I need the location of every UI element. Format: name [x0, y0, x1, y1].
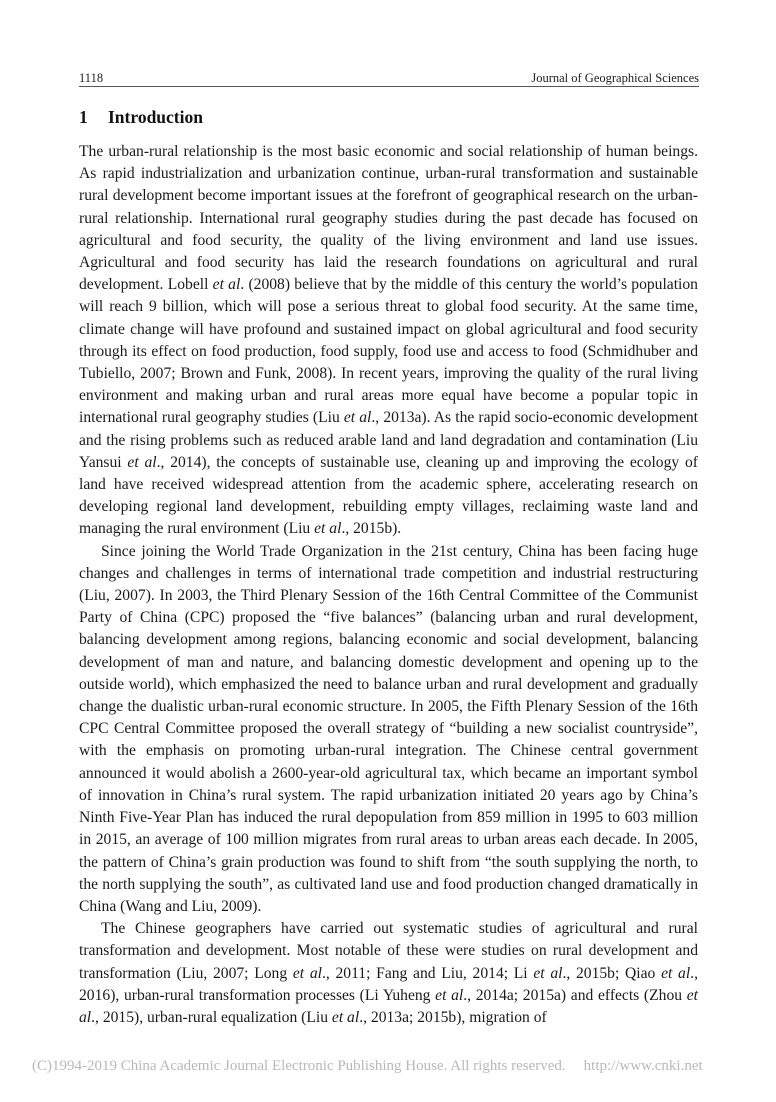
- journal-name: Journal of Geographical Sciences: [531, 71, 699, 85]
- section-title: Introduction: [108, 107, 203, 127]
- body-text: [79, 141, 698, 1029]
- copyright-footer: [32, 1058, 703, 1075]
- italic-citation: et al: [212, 276, 241, 294]
- section-heading: [79, 107, 203, 128]
- paragraph-1: [79, 141, 698, 541]
- text-run: ., 2015b; Qiao: [562, 964, 662, 982]
- header-rule: [79, 86, 699, 87]
- italic-citation: et al: [331, 1008, 360, 1026]
- text-run: Since joining the World Trade Organization in the 21st century, China has been facing huge changes and challenges in terms of international trade competition and industrial restructuring (Liu, 2007). In 2003, the Third Plenary Session of the 16th Central Committee of the Communist Party of China (CPC) proposed the “five balances” (balancing urban and rural development, balancing development among regions, balancing economic and social development, balancing development of man and nature, and balancing domestic development and opening up to the outside world), which emphasized the need to balance urban and rural development and gradually change the dualistic urban-rural economic structure. In 2005, the Fifth Plenary Session of the 16th CPC Central Committee proposed the overall strategy of “building a new socialist countryside”, with the emphasis on promoting urban-rural integration. The Chinese central government announced it would abolish a 2600-year-old agricultural tax, which became an important symbol of innovation in China’s rural system. The rapid urbanization initiated 20 years ago by China’s Ninth Five-Year Plan has induced the rural depopulation from 859 million in 1995 to 603 million in 2015, an average of 100 million migrates from rural areas to urban areas each decade. In 2005, the pattern of China’s grain production was found to shift from “the south supplying the north, to the north supplying the south”, as cultivated land use and food production changed dramatically in China (Wang and Liu, 2009).: [79, 542, 698, 915]
- paragraph-3: [79, 918, 698, 1029]
- text-run: The Chinese geographers have carried out systematic studies of agricultural and rural transformation and development. Most notable of these were studies on rural development and transformation (Liu, 2007; Long: [79, 920, 698, 982]
- copyright-text: (C)1994-2019 China Academic Journal Electronic Publishing House. All rights reserved.: [32, 1058, 566, 1074]
- text-run: ., 2011; Fang and Liu, 2014; Li: [321, 964, 534, 982]
- text-run: ., 2013a; 2015b), migration of: [359, 1008, 547, 1026]
- paragraph-2: [79, 541, 698, 918]
- text-run: The urban-rural relationship is the most basic economic and social relationship of human beings. As rapid industrialization and urbanization continue, urban-rural transformation and sustainable rural development become important issues at the forefront of geographical research on the urban-rural relationship. International rural geography studies during the past decade has focused on agricultural and food security, the quality of the living environment and land use issues. Agricultural and food security has laid the research foundations on agricultural and rural development. Lobell: [79, 143, 698, 294]
- italic-citation: et al: [343, 409, 372, 427]
- italic-citation: et al: [127, 453, 157, 471]
- italic-citation: et al: [661, 964, 691, 982]
- text-run: ., 2014a; 2015a) and effects (Zhou: [463, 986, 687, 1004]
- running-head: [79, 66, 699, 86]
- italic-citation: et al: [292, 964, 322, 982]
- text-run: ., 2014), the concepts of sustainable use, cleaning up and improving the ecology of land have received widespread attention from the academic sphere, accelerating research on developing regional land development, rebuilding empty villages, reclaiming waste land and managing the rural environment (Liu: [79, 453, 698, 538]
- page-number: 1118: [79, 71, 104, 85]
- text-run: ., 2015), urban-rural equalization (Liu: [91, 1008, 332, 1026]
- italic-citation: et al: [435, 986, 464, 1004]
- italic-citation: et al: [533, 964, 563, 982]
- text-run: ., 2015b).: [341, 520, 402, 538]
- text-run: . (2008) believe that by the middle of this century the world’s population will reach 9 billion, which will pose a serious threat to global food security. At the same time, climate change will have profound and sustained impact on global agricultural and food security through its effect on food production, food supply, food use and access to food (Schmidhuber and Tubiello, 2007; Brown and Funk, 2008). In recent years, improving the quality of the rural living environment and making urban and rural areas more equal have become a popular topic in international rural geography studies (Liu: [79, 276, 698, 427]
- footer-url: http://www.cnki.net: [583, 1058, 703, 1074]
- italic-citation: et al: [314, 520, 342, 538]
- text-run: ., 2013a). As the rapid socio-economic development and the rising problems such as reduced arable land and land degradation and contamination (Liu Yansui: [79, 409, 698, 471]
- text-run: ., 2016), urban-rural transformation processes (Li Yuheng: [79, 964, 698, 1004]
- italic-citation: et al: [79, 986, 698, 1026]
- section-number: 1: [79, 107, 88, 127]
